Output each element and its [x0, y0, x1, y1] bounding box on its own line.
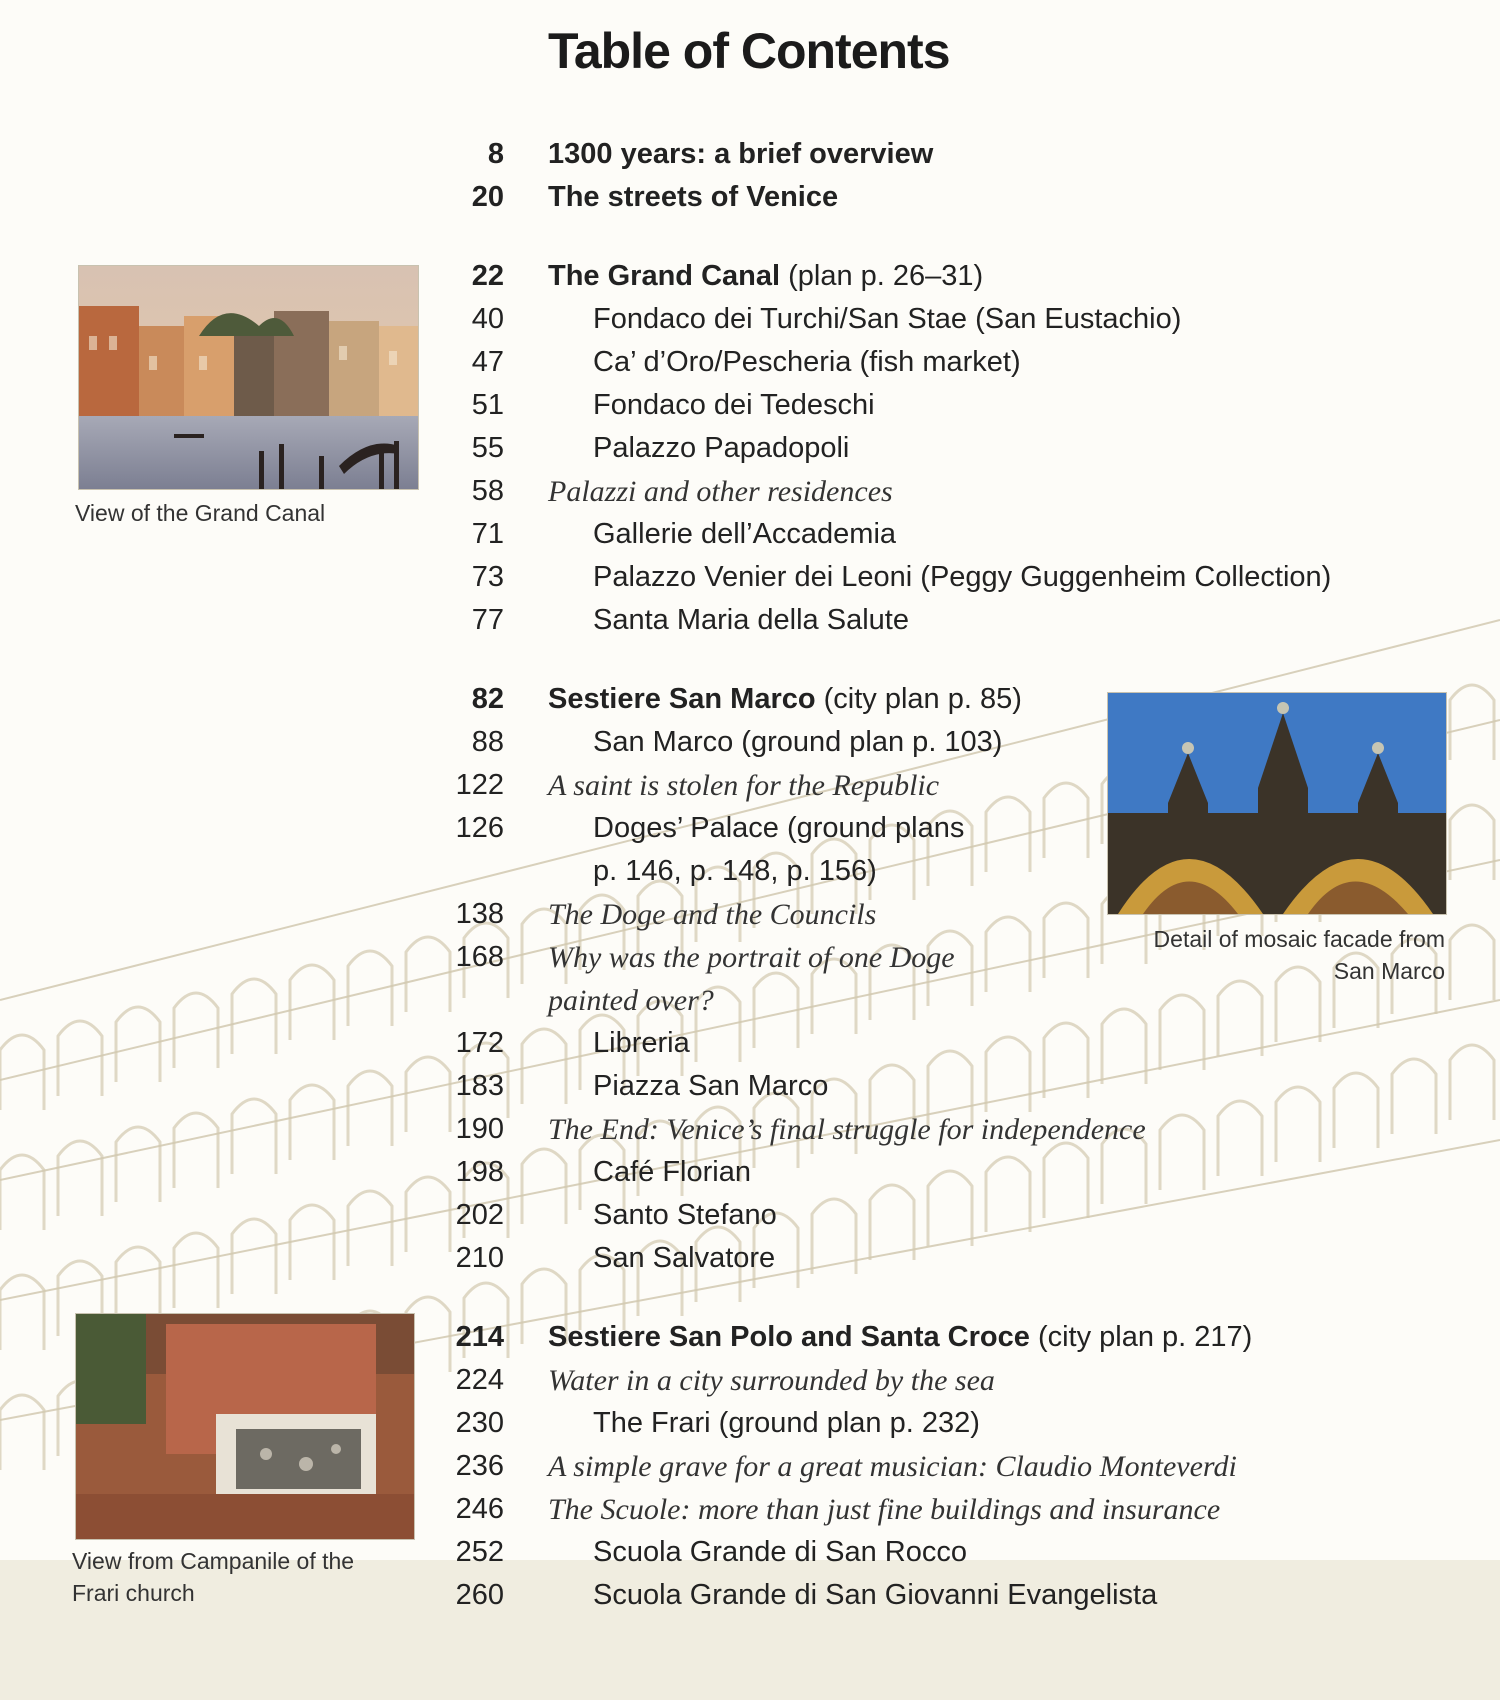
toc-entry-title — [593, 1027, 690, 1060]
toc-entry — [0, 1113, 1500, 1156]
toc-entry-title — [548, 898, 876, 932]
toc-entry-title-text: Why was the portrait of one Doge — [548, 941, 955, 974]
toc-page-number: 224 — [455, 1364, 504, 1396]
toc-entry-title-text: Piazza San Marco — [593, 1070, 829, 1102]
toc-page-number: 202 — [455, 1199, 504, 1231]
toc-entry-title-text: Café Florian — [593, 1156, 751, 1188]
toc-entry-title-text: Sestiere San Polo and Santa Croce — [548, 1321, 1030, 1353]
toc-page-number: 246 — [455, 1493, 504, 1525]
toc-entry-title — [548, 769, 939, 803]
san-marco-mosaic-photo — [1107, 692, 1447, 915]
toc-entry-title — [593, 432, 849, 465]
toc-entry-title — [593, 855, 877, 888]
toc-entry-title-text: painted over? — [548, 984, 714, 1017]
toc-entry-title — [593, 1579, 1157, 1612]
toc-entry-title — [548, 1321, 1252, 1354]
toc-page-number: 138 — [455, 898, 504, 930]
toc-entry — [0, 1156, 1500, 1199]
toc-entry-title-text: The Doge and the Councils — [548, 898, 877, 931]
toc-entry — [0, 1027, 1500, 1070]
toc-entry-title-text: Fondaco dei Turchi/San Stae (San Eustachio) — [593, 303, 1182, 335]
toc-entry-title-text: San Marco (ground plan p. 103) — [593, 726, 1003, 758]
toc-entry-title-text: p. 146, p. 148, p. 156) — [593, 855, 877, 887]
toc-entry — [0, 181, 1500, 224]
toc-entry — [0, 561, 1500, 604]
toc-entry-title-text: A simple grave for a great musician: Claudio Monteverdi — [548, 1450, 1237, 1483]
toc-entry-title-text: Scuola Grande di San Rocco — [593, 1536, 967, 1568]
toc-page-number: 58 — [471, 475, 504, 507]
toc-page-number: 22 — [471, 260, 504, 292]
toc-page-number: 55 — [471, 432, 504, 464]
frari-caption — [72, 1545, 354, 1609]
toc-page-number: 122 — [455, 769, 504, 801]
toc-entry-title-text: The streets of Venice — [548, 181, 839, 213]
toc-entry-title-text: Fondaco dei Tedeschi — [593, 389, 875, 421]
toc-entry-title-text: Doges’ Palace (ground plans — [593, 812, 965, 844]
frari-caption-line2: Frari church — [72, 1580, 195, 1606]
toc-entry-title-text: Sestiere San Marco — [548, 683, 816, 715]
grand-canal-photo — [78, 265, 419, 490]
toc-entry-plan-reference: (city plan p. 85) — [815, 683, 1022, 715]
toc-entry — [0, 1242, 1500, 1285]
toc-entry-title — [593, 812, 964, 845]
toc-entry-title-text: Water in a city surrounded by the sea — [548, 1364, 995, 1397]
toc-page-number: 190 — [455, 1113, 504, 1145]
toc-entry-title — [548, 1450, 1237, 1484]
toc-entry-title — [593, 346, 1021, 379]
frari-view-photo — [75, 1313, 415, 1540]
toc-entry-title-text: Palazzi and other residences — [548, 475, 893, 508]
toc-entry-title — [548, 941, 955, 975]
toc-page-number: 183 — [455, 1070, 504, 1102]
toc-page-number: 214 — [455, 1321, 504, 1353]
frari-caption-line1: View from Campanile of the — [72, 1548, 355, 1574]
toc-entry-title-text: Santo Stefano — [593, 1199, 777, 1231]
san-marco-caption-line2: San Marco — [1333, 958, 1445, 984]
toc-entry-title — [548, 683, 1022, 716]
toc-page-number: 73 — [471, 561, 504, 593]
toc-entry-plan-reference: (plan p. 26–31) — [780, 260, 984, 292]
toc-entry-title-text: The Frari (ground plan p. 232) — [593, 1407, 980, 1439]
toc-entry-title — [548, 1113, 1146, 1147]
toc-entry-title — [548, 1364, 995, 1398]
toc-entry-title-text: A saint is stolen for the Republic — [548, 769, 940, 802]
toc-entry-title-text: Palazzo Venier dei Leoni (Peggy Guggenheim Collection) — [593, 561, 1332, 593]
toc-entry-title — [548, 475, 893, 509]
toc-page-number: 230 — [455, 1407, 504, 1439]
toc-entry-title-text: Palazzo Papadopoli — [593, 432, 850, 464]
toc-entry-title — [593, 726, 1002, 759]
toc-entry-title-text: Scuola Grande di San Giovanni Evangelista — [593, 1579, 1158, 1611]
toc-entry-title — [548, 1493, 1220, 1527]
toc-entry-title — [593, 561, 1331, 594]
toc-page-number: 71 — [471, 518, 504, 550]
toc-entry — [0, 138, 1500, 181]
toc-entry-title — [548, 260, 983, 293]
toc-entry-title — [593, 1242, 775, 1275]
toc-entry-title — [548, 984, 714, 1018]
toc-page-number: 8 — [487, 138, 504, 170]
toc-entry-title-text: 1300 years: a brief overview — [548, 138, 934, 170]
toc-page-number: 51 — [471, 389, 504, 421]
toc-entry-title-text: Santa Maria della Salute — [593, 604, 909, 636]
toc-entry-title — [548, 181, 838, 214]
toc-entry-title-text: The Scuole: more than just fine buildings and insurance — [548, 1493, 1221, 1526]
toc-entry — [0, 1199, 1500, 1242]
toc-entry — [0, 1070, 1500, 1113]
toc-entry-title — [593, 1536, 967, 1569]
toc-entry-title-text: San Salvatore — [593, 1242, 776, 1274]
toc-page-number: 168 — [455, 941, 504, 973]
toc-page-number: 82 — [471, 683, 504, 715]
toc-entry-plan-reference: (city plan p. 217) — [1029, 1321, 1253, 1353]
toc-entry-title — [593, 1156, 751, 1189]
toc-entry-title — [593, 303, 1181, 336]
toc-entry-title — [593, 1407, 980, 1440]
toc-page-number: 40 — [471, 303, 504, 335]
toc-entry-title — [593, 1070, 828, 1103]
page-title: Table of Contents — [548, 23, 950, 79]
toc-page-number: 126 — [455, 812, 504, 844]
toc-entry-title — [593, 389, 875, 422]
grand-canal-caption: View of the Grand Canal — [75, 500, 326, 526]
toc-entry-title-text: The End: Venice’s final struggle for independence — [548, 1113, 1146, 1146]
toc-page-number: 172 — [455, 1027, 504, 1059]
toc-entry — [0, 984, 1500, 1027]
toc-entry — [0, 604, 1500, 647]
toc-page-number: 47 — [471, 346, 504, 378]
san-marco-caption-line1: Detail of mosaic facade from — [1153, 926, 1445, 952]
toc-page-number: 210 — [455, 1242, 504, 1274]
toc-entry-title — [593, 1199, 777, 1232]
toc-page-number: 252 — [455, 1536, 504, 1568]
toc-page-number: 260 — [455, 1579, 504, 1611]
toc-page-number: 88 — [471, 726, 504, 758]
toc-entry-title — [548, 138, 933, 171]
san-marco-caption — [1105, 923, 1445, 987]
toc-entry-title — [593, 604, 909, 637]
toc-entry-title-text: Gallerie dell’Accademia — [593, 518, 897, 550]
toc-entry-title-text: Libreria — [593, 1027, 690, 1059]
toc-entry-title-text: The Grand Canal — [548, 260, 781, 292]
toc-page-number: 236 — [455, 1450, 504, 1482]
toc-entry-title — [593, 518, 896, 551]
toc-page-number: 20 — [471, 181, 504, 213]
toc-page-number: 77 — [471, 604, 504, 636]
toc-page-number: 198 — [455, 1156, 504, 1188]
toc-entry-title-text: Ca’ d’Oro/Pescheria (fish market) — [593, 346, 1021, 378]
